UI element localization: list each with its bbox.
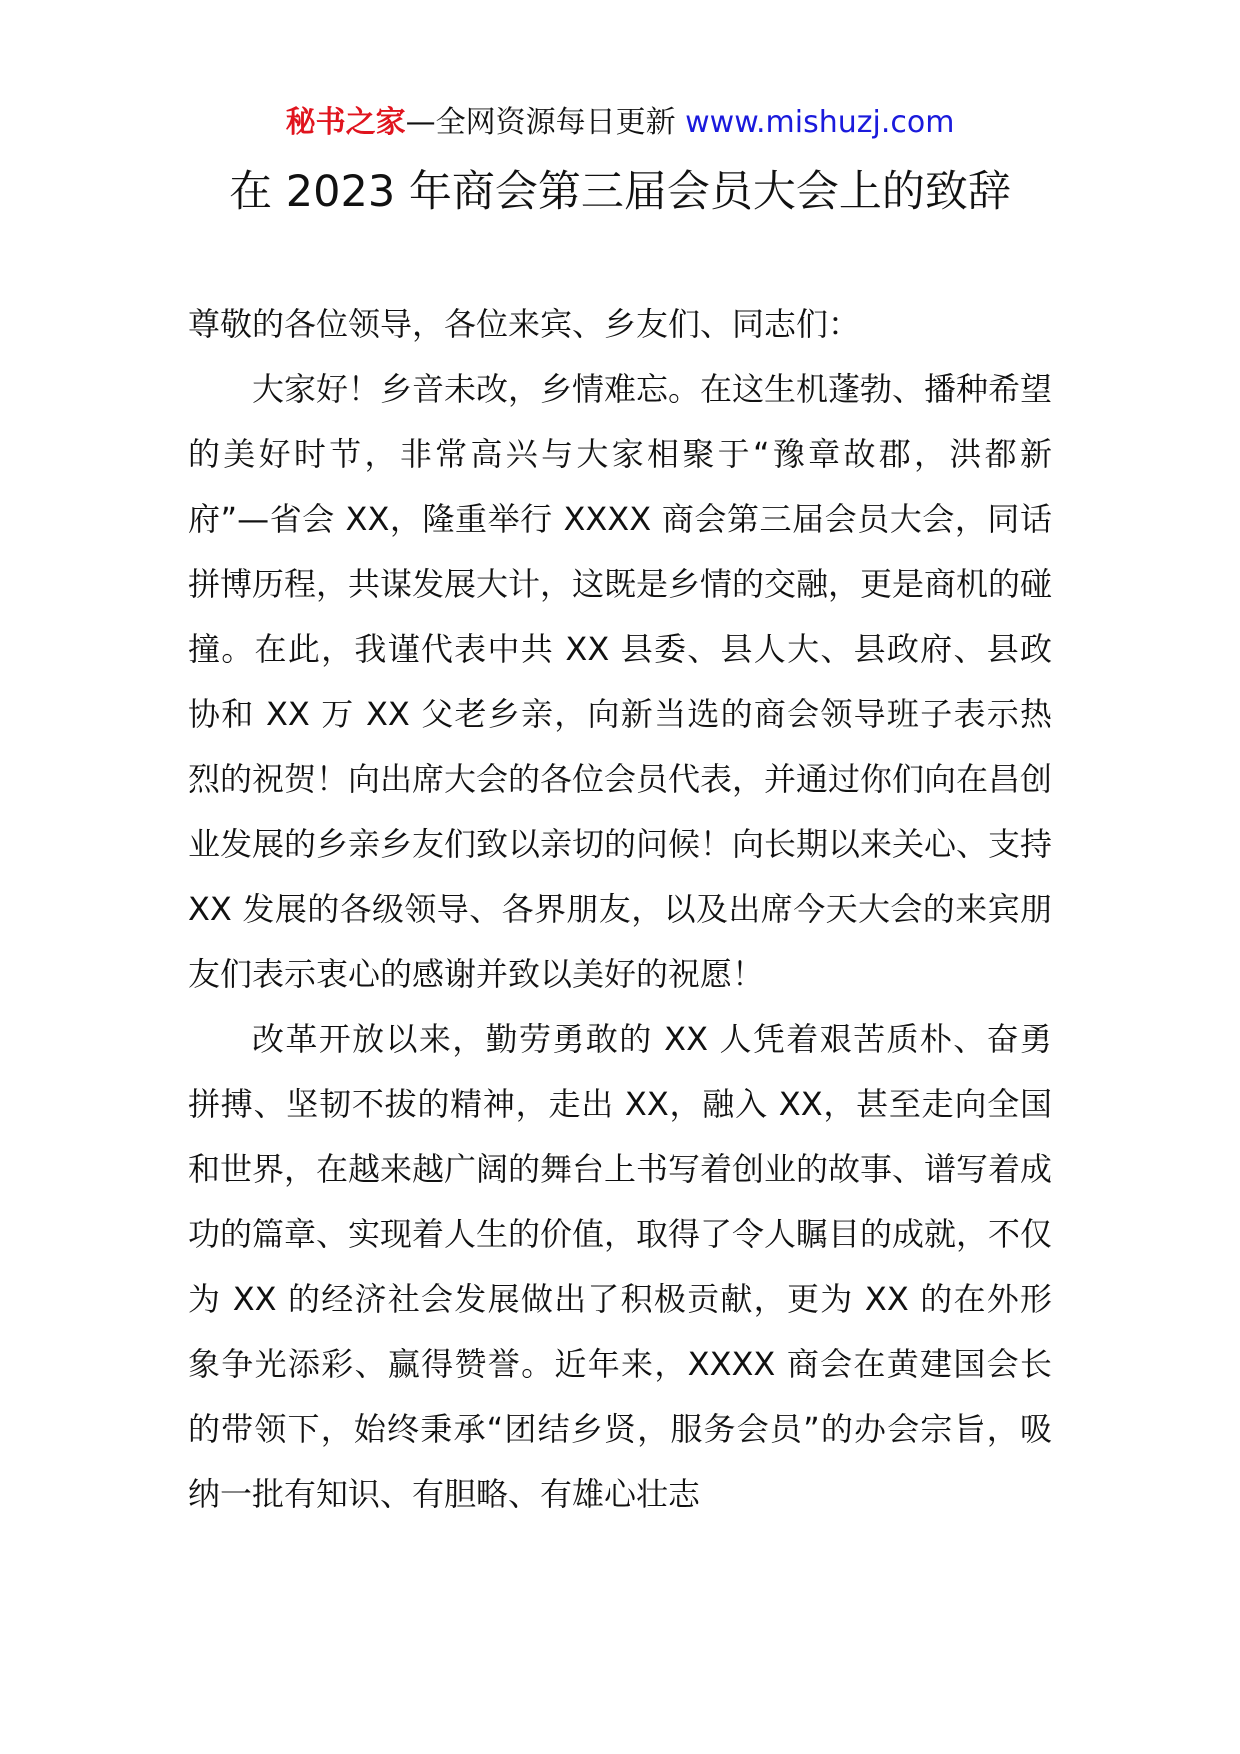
document-body <box>188 292 1052 1527</box>
body-paragraph: 改革开放以来，勤劳勇敢的 XX 人凭着艰苦质朴、奋勇拼搏、坚韧不拔的精神，走出 XX，融入 XX，甚至走向全国和世界，在越来越广阔的舞台上书写着创业的故事、谱写着成功的篇章、实现着人生的价值，取得了令人瞩目的成就，不仅为 XX 的经济社会发展做出了积极贡献，更为 XX 的在外形象争光添彩、赢得赞誉。近年来，XXXX 商会在黄建国会长的带领下，始终秉承“团结乡贤，服务会员”的办会宗旨，吸纳一批有知识、有胆略、有雄心壮志 <box>188 1020 1053 1513</box>
salutation: 尊敬的各位领导，各位来宾、乡友们、同志们： <box>188 305 861 343</box>
brand-name: 秘书之家 <box>285 105 406 140</box>
document-title: 在 2023 年商会第三届会员大会上的致辞 <box>229 167 1011 217</box>
site-header <box>0 101 1240 145</box>
body-paragraph: 大家好！乡音未改，乡情难忘。在这生机蓬勃、播种希望的美好时节，非常高兴与大家相聚于“豫章故郡，洪都新府”—省会 XX，隆重举行 XXXX 商会第三届会员大会，同话拼博历程，共谋发展大计，这既是乡情的交融，更是商机的碰撞。在此，我谨代表中共 XX 县委、县人大、县政府、县政协和 XX 万 XX 父老乡亲，向新当选的商会领导班子表示热烈的祝贺！向出席大会的各位会员代表，并通过你们向在昌创业发展的乡亲乡友们致以亲切的问候！向长期以来关心、支持 XX 发展的各级领导、各界朋友，以及出席今天大会的来宾朋友们表示衷心的感谢并致以美好的祝愿！ <box>188 370 1053 993</box>
header-tagline: —全网资源每日更新 <box>405 105 686 140</box>
site-url-link[interactable]: www.mishuzj.com <box>685 105 955 140</box>
